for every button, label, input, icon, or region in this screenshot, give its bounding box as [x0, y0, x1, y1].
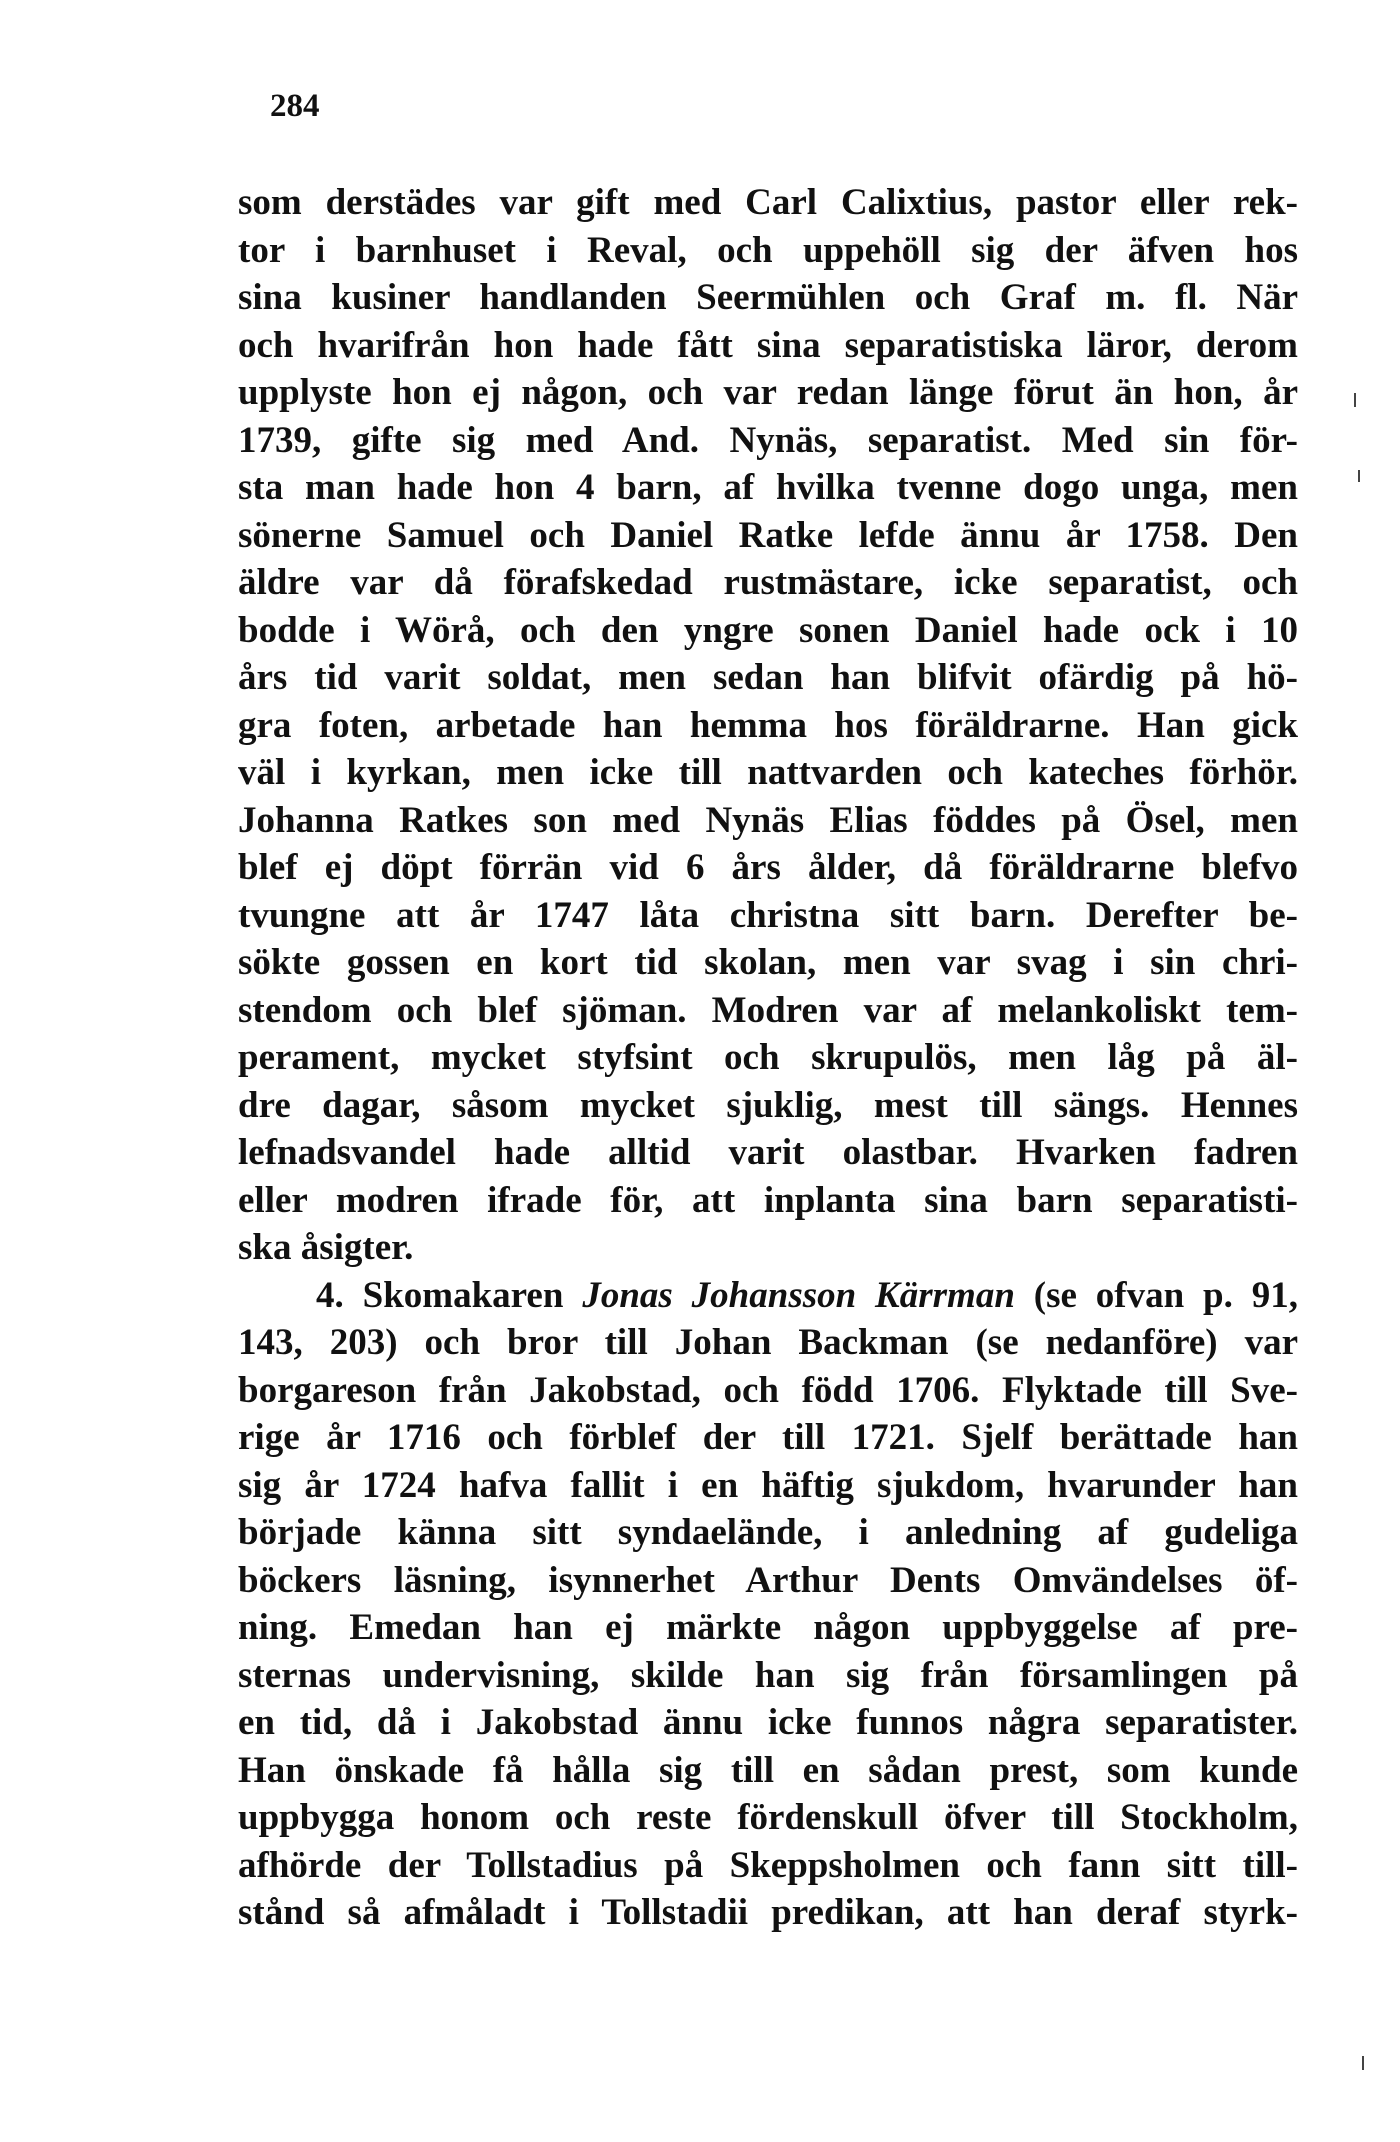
text-line: och hvarifrån hon hade fått sina separatistiska läror, derom: [238, 324, 1298, 366]
text-line: började känna sitt syndaelände, i anledning af gudeliga: [238, 1512, 1298, 1553]
text-line: afhörde der Tollstadius på Skeppsholmen och fann sitt till-: [238, 1844, 1298, 1886]
text-line: 1739, gifte sig med And. Nynäs, separatist. Med sin för-: [238, 419, 1298, 461]
text-line: sternas undervisning, skilde han sig från församlingen på: [238, 1654, 1298, 1696]
page-number: 284: [270, 88, 320, 124]
text-line: eller modren ifrade för, att inplanta sina barn separatisti-: [238, 1179, 1298, 1221]
person-name-italic: Jonas Johansson Kärrman: [582, 1274, 1015, 1316]
text-line: rige år 1716 och förblef der till 1721. Sjelf berättade han: [238, 1417, 1298, 1458]
text-line: ning. Emedan han ej märkte någon uppbyggelse af pre-: [238, 1607, 1298, 1648]
text-line: 143, 203) och bror till Johan Backman (se nedanföre) var: [238, 1322, 1298, 1363]
text-line: lefnadsvandel hade alltid varit olastbar. Hvarken fadren: [238, 1132, 1298, 1173]
text-line: borgareson från Jakobstad, och född 1706. Flyktade till Sve-: [238, 1369, 1298, 1411]
text-line: tvungne att år 1747 låta christna sitt barn. Derefter be-: [238, 894, 1298, 936]
paragraph-4-lead: 4. Skomakaren: [316, 1274, 583, 1316]
text-line: sökte gossen en kort tid skolan, men var svag i sin chri-: [238, 942, 1298, 983]
text-line: bodde i Wörå, och den yngre sonen Daniel hade ock i 10: [238, 609, 1298, 651]
text-line: perament, mycket styfsint och skrupulös, men låg på äl-: [238, 1037, 1298, 1078]
text-line: väl i kyrkan, men icke till nattvarden och kateches förhör.: [238, 752, 1298, 793]
text-line: en tid, då i Jakobstad ännu icke funnos några separatister.: [238, 1702, 1298, 1743]
paragraph-4-rest: (se ofvan p. 91,: [1014, 1274, 1298, 1316]
margin-speck: [1354, 393, 1356, 407]
text-line: uppbygga honom och reste fördenskull öfver till Stockholm,: [238, 1797, 1298, 1838]
margin-speck: [1358, 470, 1360, 482]
paragraph-4-first-line: [238, 1272, 1298, 1320]
text-line: sig år 1724 hafva fallit i en häftig sjukdom, hvarunder han: [238, 1464, 1298, 1506]
text-line: stendom och blef sjöman. Modren var af melankoliskt tem-: [238, 989, 1298, 1031]
text-line: sönerne Samuel och Daniel Ratke lefde ännu år 1758. Den: [238, 514, 1298, 556]
text-line: dre dagar, såsom mycket sjuklig, mest till sängs. Hennes: [238, 1084, 1298, 1126]
text-line: upplyste hon ej någon, och var redan länge förut än hon, år: [238, 372, 1298, 413]
text-line: Han önskade få hålla sig till en sådan prest, som kunde: [238, 1749, 1298, 1791]
text-line: Johanna Ratkes son med Nynäs Elias föddes på Ösel, men: [238, 799, 1298, 841]
text-line: sta man hade hon 4 barn, af hvilka tvenne dogo unga, men: [238, 467, 1298, 508]
text-line: gra foten, arbetade han hemma hos föräldrarne. Han gick: [238, 704, 1298, 746]
text-line: äldre var då förafskedad rustmästare, icke separatist, och: [238, 562, 1298, 603]
body-text: [238, 179, 1298, 1937]
text-line: som derstädes var gift med Carl Calixtius, pastor eller rek-: [238, 182, 1298, 223]
margin-speck: [1362, 2056, 1364, 2070]
text-line: blef ej döpt förrän vid 6 års ålder, då föräldrarne blefvo: [238, 847, 1298, 888]
text-line-paragraph-end: ska åsigter.: [238, 1227, 414, 1268]
text-line: tor i barnhuset i Reval, och uppehöll sig der äfven hos: [238, 229, 1298, 271]
text-line: års tid varit soldat, men sedan han blifvit ofärdig på hö-: [238, 657, 1298, 698]
text-line: stånd så afmåladt i Tollstadii predikan, att han deraf styrk-: [238, 1892, 1298, 1933]
text-line: sina kusiner handlanden Seermühlen och Graf m. fl. När: [238, 277, 1298, 318]
text-line: böckers läsning, isynnerhet Arthur Dents Omvändelses öf-: [238, 1559, 1298, 1601]
